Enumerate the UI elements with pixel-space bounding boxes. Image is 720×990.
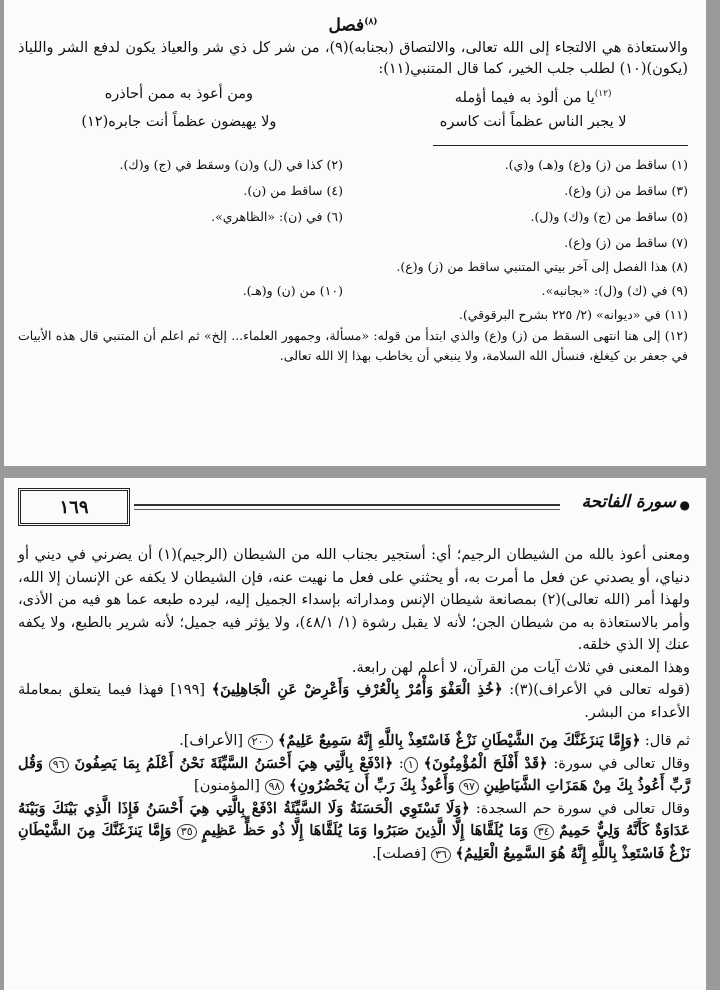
- quran-verse: ﴿ادْفَعْ بِالَّتِي هِيَ أَحْسَنُ السَّيِّئَةَ نَحْنُ أَعْلَمُ بِمَا يَصِفُونَ: [74, 754, 394, 772]
- paragraph-fussilat: وقال تعالى في سورة حم السجدة: ﴿وَلَا تَسْتَوِي الْحَسَنَةُ وَلَا السَّيِّئَةُ ادْفَعْ بِالَّتِي هِيَ أَحْسَنُ فَإِذَا الَّذِي بَيْنَكَ وَبَيْنَهُ عَدَاوَةٌ كَأَنَّهُ وَلِيٌّ حَمِيمٌ ٣٤ وَمَا يُلَقَّاهَا إِلَّا الَّذِينَ صَبَرُوا وَمَا يُلَقَّاهَا إِلَّا ذُو حَظٍّ عَظِيمٍ ٣٥ وَإِمَّا يَنزَغَنَّكَ مِنَ الشَّيْطَانِ نَزْغٌ فَاسْتَعِذْ بِاللَّهِ إِنَّهُ هُوَ السَّمِيعُ الْعَلِيمُ﴾ ٣٦ [فصلت].: [18, 799, 691, 862]
- verse-reference: [الأعراف].: [179, 733, 244, 749]
- ayah-number-icon: ٩٨: [265, 779, 285, 795]
- quran-verse: ﴿قَدْ أَفْلَحَ الْمُؤْمِنُونَ﴾: [423, 754, 548, 772]
- footnote: (٥) ساقط من (ج) و(ك) و(ل).: [530, 209, 688, 225]
- paragraph-muminun: وقال تعالى في سورة: ﴿قَدْ أَفْلَحَ الْمُؤْمِنُونَ﴾ ١: ﴿ادْفَعْ بِالَّتِي هِيَ أَحْسَنُ السَّيِّئَةَ نَحْنُ أَعْلَمُ بِمَا يَصِفُونَ ٩٦ وَقُل رَّبِّ أَعُوذُ بِكَ مِنْ هَمَزَاتِ الشَّيَاطِينِ ٩٧ وَأَعُوذُ بِكَ رَبِّ أَن يَحْضُرُونِ﴾ ٩٨ [المؤمنون]: [18, 754, 690, 794]
- footnote: (١٠) من (ن) و(هـ).: [242, 283, 343, 299]
- poem-verse: [28, 82, 684, 111]
- paragraph-istiadha: والاستعاذة هي الالتجاء إلى الله تعالى، والالتصاق (بجنابه)(٩)، من شر كل ذي شر والعياذ يكون لدفع الشر واللياذ (يكون)(١٠) لطلب جلب الخير، كما قال المتنبي(١١):: [18, 39, 688, 77]
- footnote-8: (٨) هذا الفصل إلى آخر بيتي المتنبي ساقط من (ز) و(ع).: [396, 259, 688, 275]
- ayah-number-icon: ٣٥: [177, 824, 197, 840]
- quran-verse: وَإِمَّا يَنزَغَنَّكَ مِنَ الشَّيْطَانِ نَزْغٌ فَاسْتَعِذْ بِاللَّهِ إِنَّهُ هُوَ السَّمِيعُ الْعَلِيمُ﴾: [18, 822, 690, 862]
- ayah-number-icon: ٩٦: [49, 757, 69, 773]
- page-header: [18, 488, 690, 530]
- paragraph-meaning: ومعنى أعوذ بالله من الشيطان الرجيم؛ أي: أستجير بجناب الله من الشيطان (الرجيم)(١) أن يضرني في ديني أو دنياي، أو يصدني عن فعل ما أمرت به، أو يحثني على فعل ما نهيت عنه، فإن الشيطان لا يكفه عن الإنسان إلا الله، ولهذا أمر (الله تعالى)(٢) بمصانعة شيطان الإنس ومداراته بإسداء الجميل إليه، ليرده طبعه عما هو فيه من الأذى، وأمر بالاستعاذة به من شيطان الجن؛ لأنه لا يقبل رشوة (١/ ٤٨/١)، ولا يؤثر فيه جميل؛ لأنه شرير بالطبع، ولا يكفه عنك إلا الذي خلقه.: [18, 547, 691, 653]
- poem-hemistich: لا يجبر الناس عظماً أنت كاسره: [439, 114, 627, 131]
- page-number: ١٦٩: [18, 488, 130, 526]
- ayah-number-icon: ١: [404, 757, 418, 773]
- footnote-11: (١١) في «ديوانه» (٢/ ٢٢٥ بشرح البرقوقي).: [458, 307, 688, 323]
- footnote: (٧) ساقط من (ز) و(ع).: [564, 235, 688, 251]
- top-page: [4, 0, 706, 466]
- bullet-icon: ●: [679, 498, 690, 512]
- footnote: (٣) ساقط من (ز) و(ع).: [564, 183, 688, 199]
- footnotes-grid-9-10: [18, 278, 688, 304]
- quran-verse: وَقُل رَّبِّ أَعُوذُ بِكَ مِنْ هَمَزَاتِ الشَّيَاطِينِ: [18, 754, 690, 794]
- footnote-divider: [433, 145, 688, 146]
- footnote: (٢) كذا في (ل) و(ن) وسقط في (ج) و(ك).: [119, 157, 343, 173]
- footnote: [18, 230, 343, 256]
- quran-verse: ﴿خُذِ الْعَفْوَ وَأْمُرْ بِالْعُرْفِ وَأَعْرِضْ عَنِ الْجَاهِلِينَ﴾: [211, 681, 503, 698]
- footnote: (١) ساقط من (ز) و(ع) و(هـ) و(ي).: [504, 157, 688, 173]
- footnote: (٦) في (ن): «الظاهري».: [211, 209, 343, 225]
- ayah-number-icon: ٩٧: [459, 779, 479, 795]
- header-rule: [134, 509, 560, 510]
- paragraph-three-verses: وهذا المعنى في ثلاث آيات من القرآن، لا أعلم لهن رابعة.: [351, 659, 690, 676]
- quran-verse: وَأَعُوذُ بِكَ رَبِّ أَن يَحْضُرُونِ﴾: [289, 777, 455, 794]
- quran-verse: ﴿وَإِمَّا يَنزَغَنَّكَ مِنَ الشَّيْطَانِ نَزْغٌ فَاسْتَعِذْ بِاللَّهِ إِنَّهُ سَمِيعٌ عَلِيمٌ﴾: [278, 732, 641, 749]
- section-title-note: (٨): [364, 17, 378, 27]
- ayah-number-icon: ٢٠٠: [248, 734, 274, 750]
- footnote-12: (١٢) إلى هنا انتهى السقط من (ز) و(ع) والذي ابتدأ من قوله: «مسألة، وجمهور العلماء... إلخ» ثم اعلم أن المتنبي قال هذه الأبيات في جعفر بن كيغلغ، فنسأل الله السلامة، ولا ينبغي أن يخاطب بهذا إلا الله تعالى.: [18, 328, 688, 364]
- surah-name: سورة الفاتحة: [581, 492, 676, 512]
- poem-verse: [28, 110, 684, 135]
- poem: [28, 82, 684, 136]
- verse-reference: [فصلت].: [371, 845, 427, 862]
- ayah-number-icon: ٣٦: [431, 847, 451, 863]
- footnote: (٩) في (ك) و(ل): «بجانبه».: [541, 283, 688, 299]
- footnote: (٤) ساقط من (ن).: [243, 183, 343, 199]
- verse-reference: [١٩٩]: [170, 682, 206, 698]
- verse-reference: [المؤمنون]: [194, 778, 260, 794]
- poem-hemistich: ولا يهيضون عظماً أنت جابره(١٢): [81, 114, 277, 131]
- paragraph-araf-200: ثم قال: ﴿وَإِمَّا يَنزَغَنَّكَ مِنَ الشَّيْطَانِ نَزْغٌ فَاسْتَعِذْ بِاللَّهِ إِنَّهُ سَمِيعٌ عَلِيمٌ﴾ ٢٠٠ [الأعراف].: [179, 732, 690, 749]
- poem-hemistich: ومن أعوذ به ممن أحاذره: [104, 85, 254, 102]
- quran-verse: وَمَا يُلَقَّاهَا إِلَّا الَّذِينَ صَبَرُوا وَمَا يُلَقَّاهَا إِلَّا ذُو حَظٍّ عَظِيمٍ: [202, 822, 529, 839]
- paragraph-araf: (قوله تعالى في الأعراف)(٣): ﴿خُذِ الْعَفْوَ وَأْمُرْ بِالْعُرْفِ وَأَعْرِضْ عَنِ الْجَاهِلِينَ﴾ [١٩٩] فهذا فيما يتعلق بمعاملة الأعداء من البشر.: [18, 681, 690, 721]
- quran-verse: ﴿وَلَا تَسْتَوِي الْحَسَنَةُ وَلَا السَّيِّئَةُ ادْفَعْ بِالَّتِي هِيَ أَحْسَنُ فَإِذَا الَّذِي بَيْنَكَ وَبَيْنَهُ عَدَاوَةٌ كَأَنَّهُ وَلِيٌّ حَمِيمٌ: [18, 799, 691, 839]
- bottom-page: [4, 478, 706, 990]
- poem-hemistich: $^{(١٢)}$يا من ألوذ به فيما أؤمله: [454, 88, 612, 106]
- section-title: $^{(٨)}$فصل: [328, 15, 378, 36]
- footnotes-grid: [18, 152, 688, 256]
- ayah-number-icon: ٣٤: [534, 824, 554, 840]
- header-rule: [134, 504, 560, 506]
